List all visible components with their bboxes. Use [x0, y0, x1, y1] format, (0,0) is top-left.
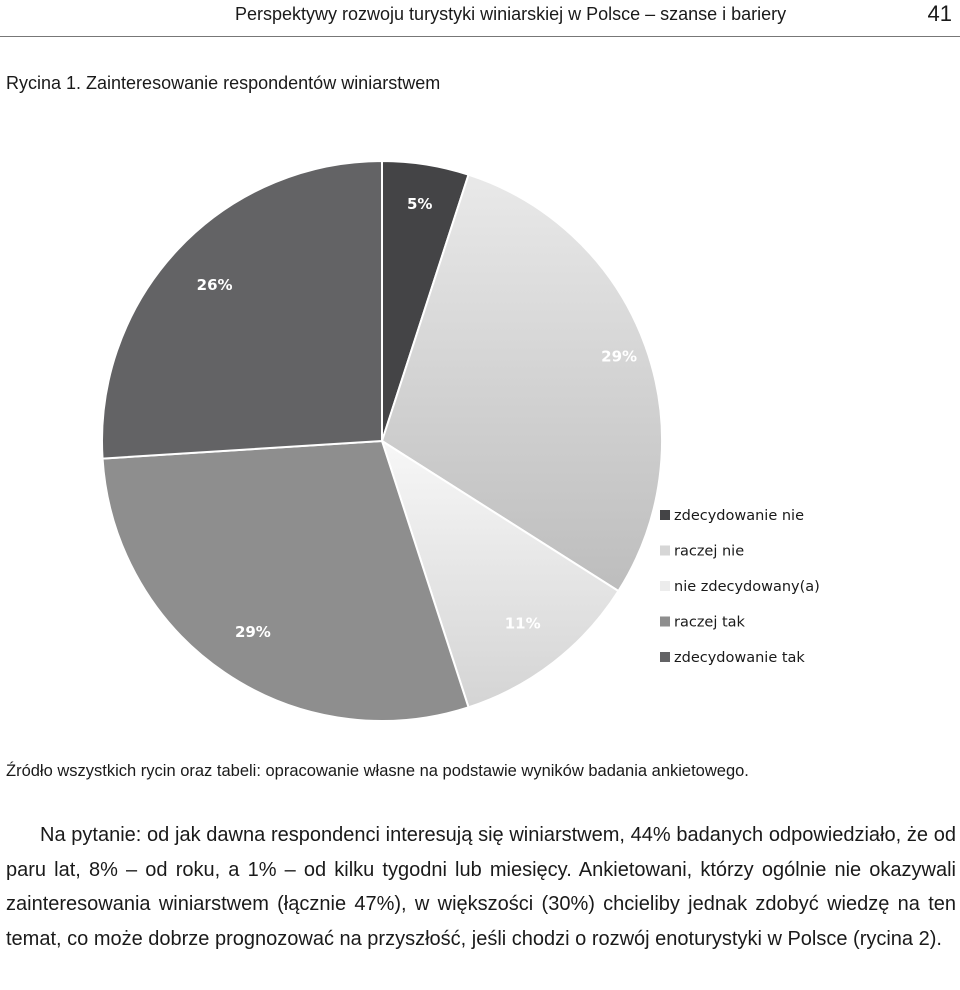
data-label-2: 29%	[601, 347, 638, 366]
running-title: Perspektywy rozwoju turystyki winiarskiej w Polsce – szanse i bariery	[235, 4, 787, 24]
data-label-4: 29%	[234, 622, 271, 641]
body-paragraph: Na pytanie: od jak dawna respondenci interesują się winiarstwem, 44% badanych odpowiedziało, że od paru lat, 8% – od roku, a 1% – od kilku tygodni lub miesięcy. Ankietowani, którzy ogólnie nie okazywali zainteresowania winiarstwem (łącznie 47%), w większości (30%) chcieliby jednak zdobyć wiedzę na ten temat, co może dobrze prognozować na przyszłość, jeśli chodzi o rozwój enoturystyki w Polsce (rycina 2).	[6, 824, 956, 950]
header-divider	[0, 36, 960, 37]
legend-swatch-4	[660, 617, 670, 627]
legend-label-3: nie zdecydowany(a)	[674, 579, 820, 595]
data-label-5: 26%	[196, 275, 233, 294]
data-label-1: 5%	[406, 195, 433, 214]
legend-label-5: zdecydowanie tak	[674, 650, 805, 666]
pie-slice-5	[102, 161, 382, 459]
legend-swatch-3	[660, 581, 670, 591]
pie-chart	[0, 100, 960, 750]
legend-label-2: raczej nie	[674, 543, 745, 560]
page-header	[0, 0, 960, 36]
legend-swatch-1	[660, 510, 670, 520]
page-number: 41	[927, 1, 952, 26]
figure-caption: Rycina 1. Zainteresowanie respondentów winiarstwem	[6, 73, 441, 93]
figure-source: Źródło wszystkich rycin oraz tabeli: opracowanie własne na podstawie wyników badania ankietowego.	[6, 762, 749, 780]
legend-swatch-5	[660, 652, 670, 662]
legend-label-4: raczej tak	[674, 614, 745, 631]
legend-swatch-2	[660, 546, 670, 556]
data-label-3: 11%	[504, 614, 541, 633]
legend-label-1: zdecydowanie nie	[674, 508, 804, 524]
pie-chart-svg	[0, 100, 960, 750]
